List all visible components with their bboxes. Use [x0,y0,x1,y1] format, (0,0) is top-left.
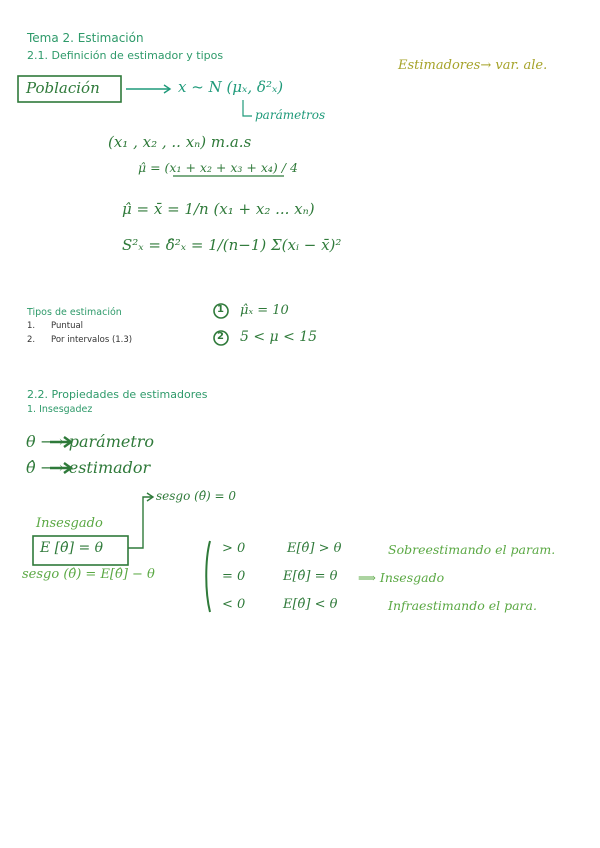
circle-2-digit: 2 [217,331,224,342]
section-heading-2-2: 2.2. Propiedades de estimadores [27,388,208,401]
note-sesgo-zero: sesgo (θ̂) = 0 [156,489,237,503]
case-result: Sobreestimando el param. [388,542,556,557]
list-item-label: Por intervalos (1.3) [51,335,133,345]
note-estimadores-va: Estimadores→ var. ale. [398,58,548,73]
list-item-label: Puntual [51,321,84,331]
note-thetahat-estimador: θ̂ ⟶ estimador [26,458,151,477]
note-variance: S²ₓ = δ̂²ₓ = 1/(n−1) Σ(xᵢ − x̄)² [122,236,342,254]
note-mu-hat-mean: μ̂ = x̄ = 1/n (x₁ + x₂ ... xₙ) [122,200,315,218]
case-cond: < 0 [222,597,246,612]
note-mu-hat-four: μ̂ = (x₁ + x₂ + x₃ + x₄) / 4 [138,160,298,175]
case-expr: E[θ̂] > θ [287,541,342,556]
note-tipo2-example: 5 < μ < 15 [240,329,318,345]
note-tipo1-example: μ̂ₓ = 10 [240,303,289,318]
parametros-arrow [243,100,252,116]
note-poblacion: Población [26,79,100,97]
note-distribution: x ~ N (μₓ, δ²ₓ) [178,78,284,96]
case-result: ⟹ Insesgado [358,570,445,585]
note-sesgo-definition: sesgo (θ̂) = E[θ̂] − θ [22,567,155,582]
case-expr: E[θ̂] = θ [283,569,338,584]
page-title: Tema 2. Estimación [27,31,144,45]
note-mas-sample: (x₁ , x₂ , .. xₙ) m.a.s [108,133,252,151]
note-theta-parametro: θ ⟶ parámetro [26,432,155,451]
note-expectation-equals-theta: E [θ̂] = θ [40,540,104,556]
case-expr: E[θ̂] < θ [283,597,338,612]
list-item-num: 1. [27,321,36,331]
section-heading-2-1: 2.1. Definición de estimador y tipos [27,49,224,62]
circle-1-digit: 1 [217,304,224,315]
list-item-num: 2. [27,335,36,345]
subheading-insesgadez: 1. Insesgadez [27,404,93,415]
note-parametros: parámetros [255,108,326,122]
case-cond: > 0 [222,541,246,556]
subheading-tipos: Tipos de estimación [27,307,122,318]
case-cond: = 0 [222,569,246,584]
note-insesgado-label: Insesgado [36,516,103,531]
case-result: Infraestimando el para. [388,598,537,613]
